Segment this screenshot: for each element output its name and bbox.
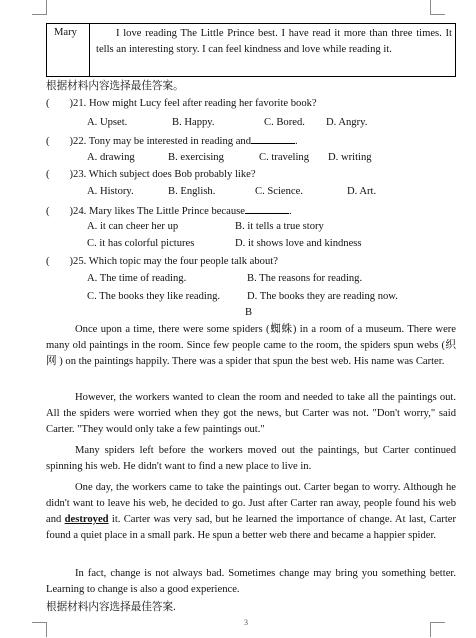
crop-mark-top-right	[430, 0, 445, 15]
table-name-cell	[47, 24, 90, 76]
question-stem: How might Lucy feel after reading her favorite book?	[88, 98, 317, 109]
question-24: ( )24. Mary likes The Little Prince because .	[46, 203, 292, 219]
option: A. The time of reading.	[87, 273, 187, 284]
answer-blank	[251, 133, 295, 144]
option: A. drawing	[87, 152, 135, 163]
answer-blank	[245, 203, 289, 214]
option: C. Bored.	[264, 117, 305, 128]
option: B. exercising	[168, 152, 224, 163]
option: D. The books they are reading now.	[247, 291, 398, 302]
page-number: 3	[244, 618, 248, 627]
instruction-heading-2: 根据材料内容选择最佳答案.	[46, 602, 176, 613]
question-number: )23.	[69, 169, 89, 180]
option: D. Angry.	[326, 117, 368, 128]
passage-paragraph-3: Many spiders left before the workers moved out the paintings, but Carter continued spinning his web. He didn't want to find a new place to live in.	[46, 445, 456, 473]
passage-paragraph-5: In fact, change is not always bad. Sometimes change may bring you something better. Learning to change is also a good experience.	[46, 568, 456, 596]
question-stem: Tony may be interested in reading and	[88, 136, 251, 147]
reader-name: Mary	[54, 27, 77, 38]
question-stem: Which topic may the four people talk about?	[88, 256, 278, 267]
question-number: )24.	[69, 206, 89, 217]
option: B. English.	[168, 186, 216, 197]
question-number: )22.	[69, 136, 89, 147]
answer-paren: (	[46, 136, 50, 147]
crop-mark-top-left	[32, 0, 47, 15]
passage-paragraph-1: Once upon a time, there were some spiders (蜘蛛) in a room of a museum. There were many old paintings in the room. Since few people came to the room, the spiders spun webs (织网 ) on the paintings happily. There was a spider that spun the best web. His name was Carter.	[46, 324, 456, 368]
answer-paren: (	[46, 206, 50, 217]
option: C. Science.	[255, 186, 303, 197]
reader-table	[46, 23, 456, 77]
section-label: B	[245, 307, 253, 318]
underlined-word: destroyed	[64, 514, 109, 526]
question-number: )21.	[69, 98, 89, 109]
passage-paragraph-2: However, the workers wanted to clean the room and needed to take all the paintings out. All the spiders were worried when they got the news, but Carter was not. "Don't worry," said Carter. "They would only take a few paintings out."	[46, 392, 456, 436]
question-23	[46, 168, 256, 182]
crop-mark-bottom-right	[430, 622, 445, 637]
option: C. The books they like reading.	[87, 291, 221, 302]
answer-paren: (	[46, 169, 50, 180]
option: B. Happy.	[172, 117, 215, 128]
question-number: )25.	[69, 256, 89, 267]
question-21	[46, 97, 317, 111]
option: A. Upset.	[87, 117, 128, 128]
reader-comment: I love reading The Little Prince best. I have read it more than three times. It tells an interesting story. I can feel kindness and love while reading it.	[96, 28, 452, 55]
option: C. it has colorful pictures	[87, 238, 195, 249]
instruction-heading: 根据材料内容选择最佳答案。	[46, 81, 184, 92]
option: B. it tells a true story	[235, 221, 324, 232]
answer-paren: (	[46, 256, 50, 267]
answer-paren: (	[46, 98, 50, 109]
option: B. The reasons for reading.	[247, 273, 363, 284]
crop-mark-bottom-left	[32, 622, 47, 637]
question-stem: Which subject does Bob probably like?	[88, 169, 256, 180]
question-25	[46, 255, 278, 269]
option: D. writing	[328, 152, 372, 163]
question-stem: Mary likes The Little Prince because	[88, 206, 245, 217]
passage-paragraph-4: One day, the workers came to take the paintings out. Carter began to worry. Although he didn't want to leave his web, he decided to go. Just after Carter ran away, people found his web and destroyed it. Carter was very sad, but he learned the importance of change. At last, Carter found a quiet place in a small park. He spun a better web there and became a happier spider.	[46, 482, 456, 542]
option: D. it shows love and kindness	[235, 238, 362, 249]
option: A. it can cheer her up	[87, 221, 179, 232]
option: A. History.	[87, 186, 134, 197]
option: D. Art.	[347, 186, 377, 197]
option: C. traveling	[259, 152, 310, 163]
question-22: ( )22. Tony may be interested in reading and .	[46, 133, 298, 149]
